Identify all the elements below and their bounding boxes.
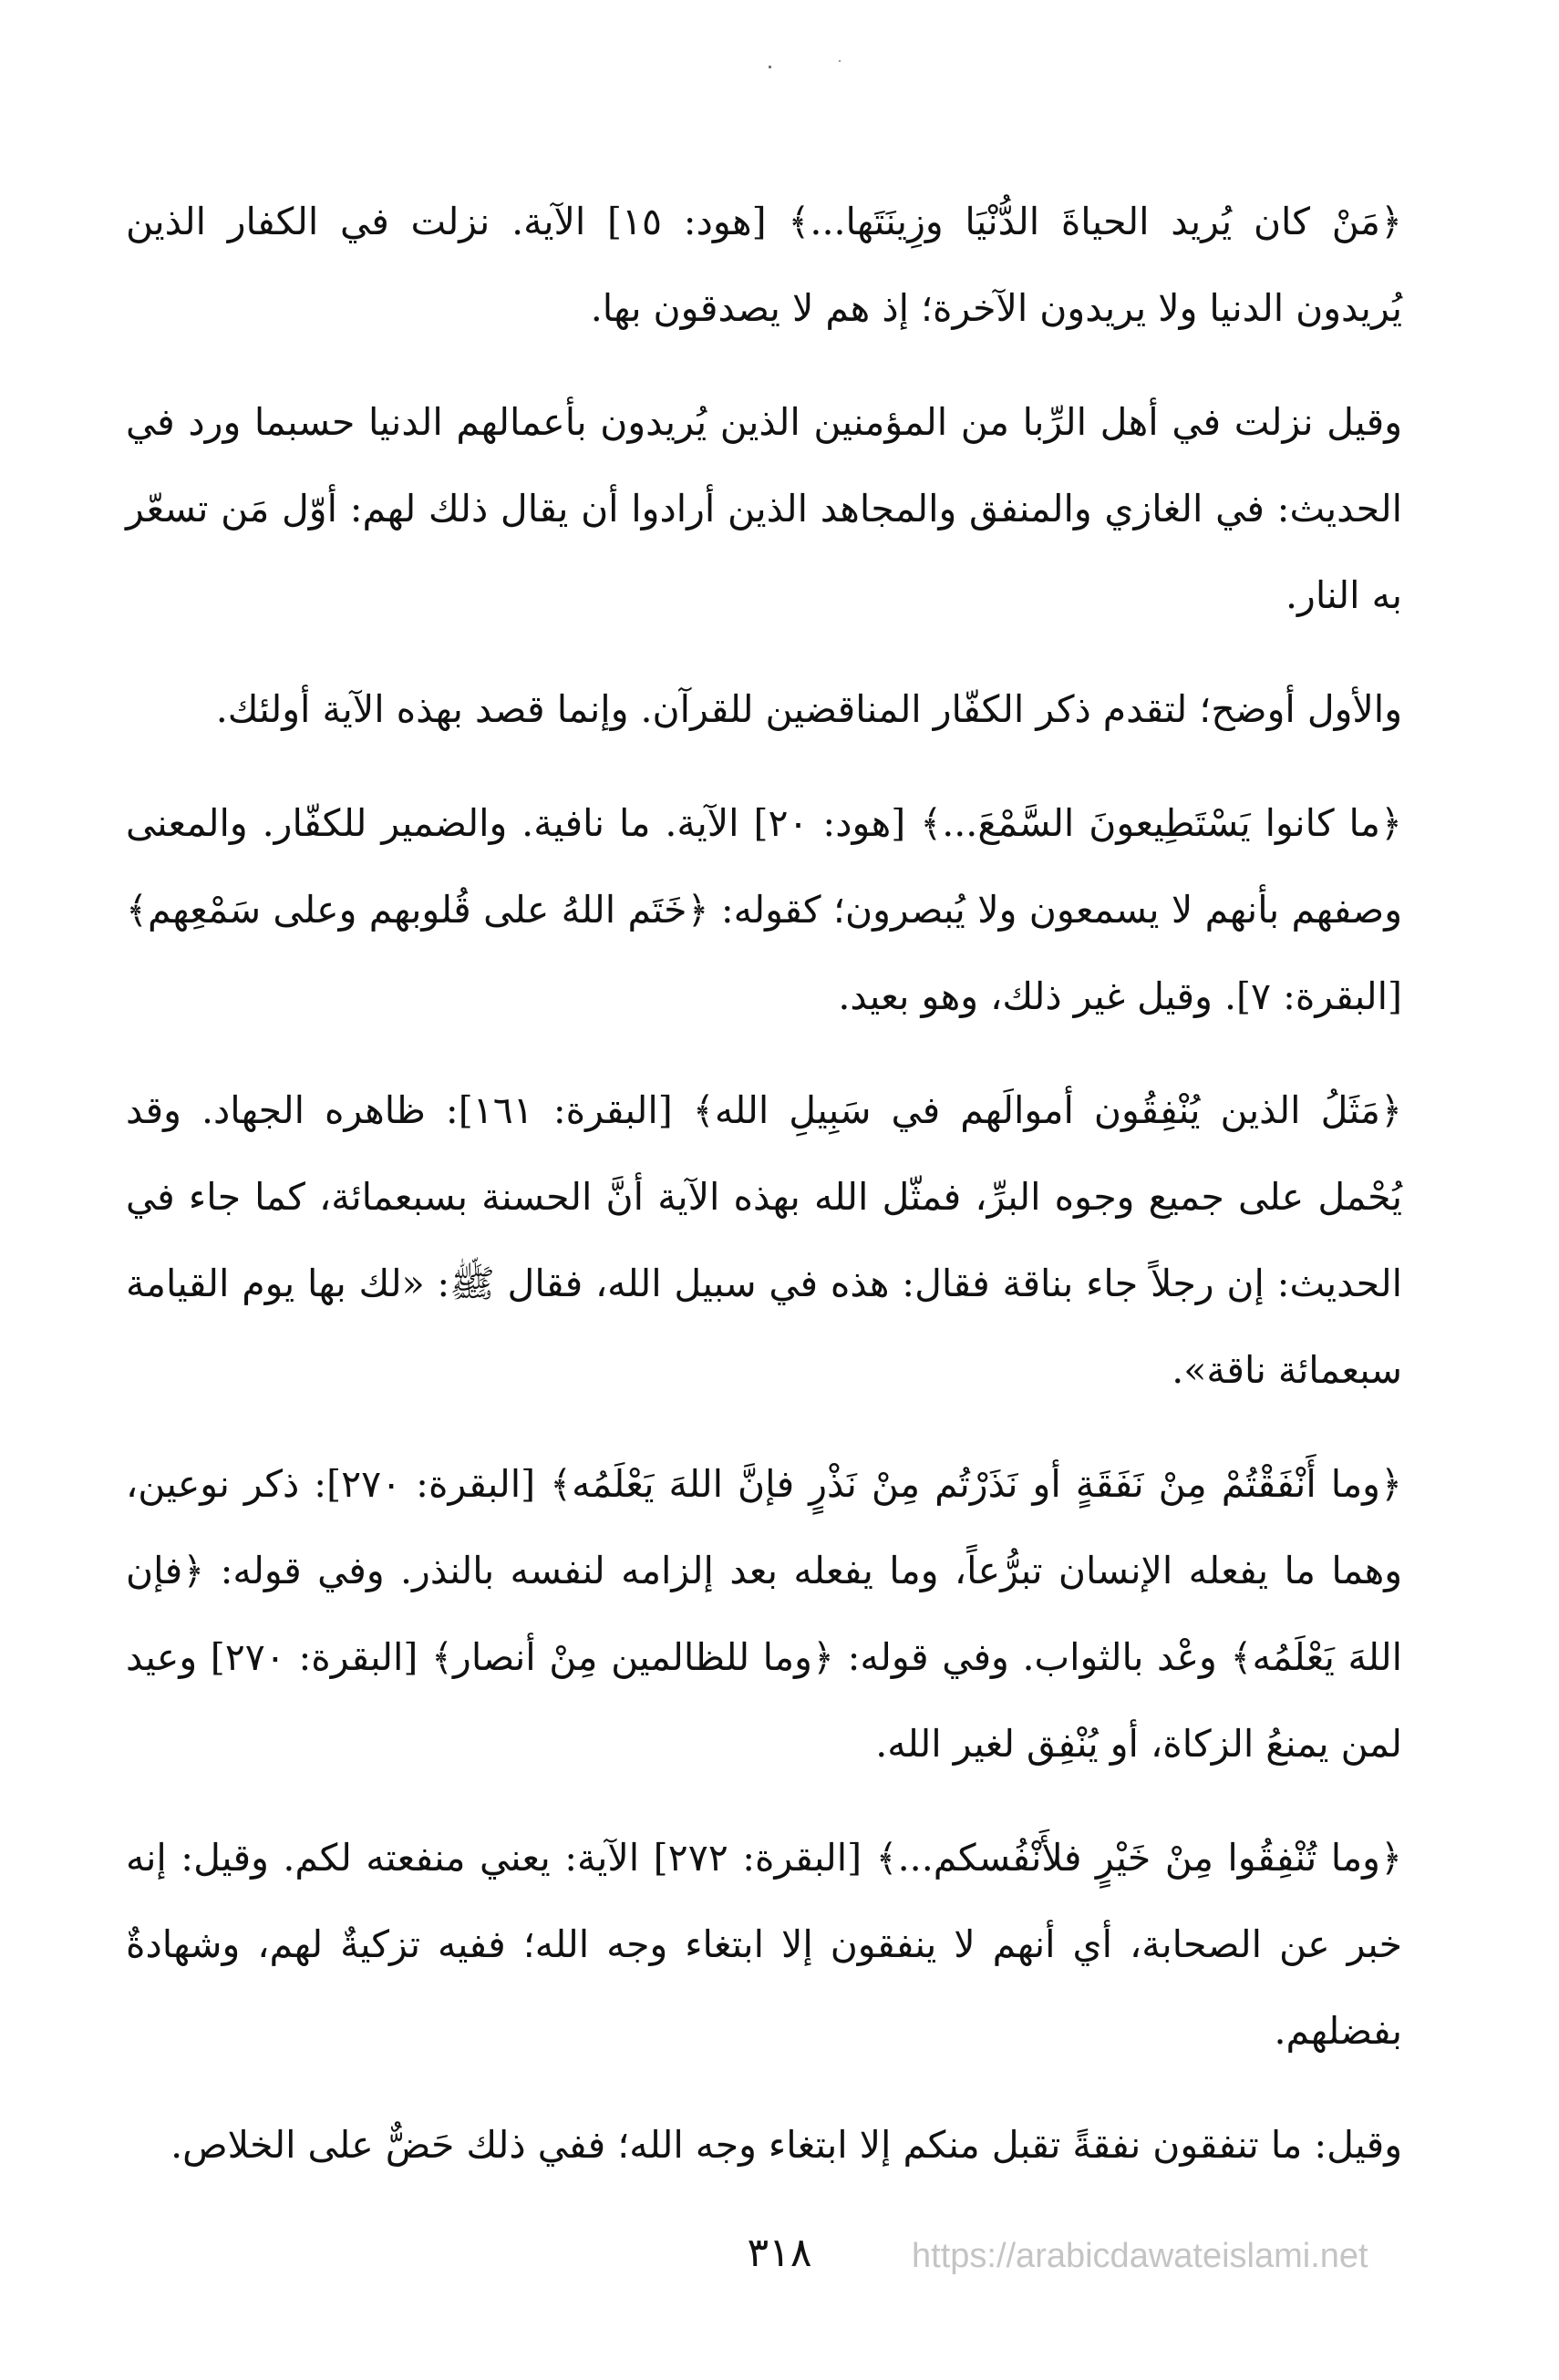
paragraph-baqarah-272: ﴿وما تُنْفِقُوا مِنْ خَيْرٍ فلأَنْفُسكم...﴾ [البقرة: ٢٧٢] الآية: يعني منفعته لكم. وقيل: إنه خبر عن الصحابة، أي أنهم لا ينفقون إلا ابتغاء وجه الله؛ ففيه تزكيةٌ لهم، وشهادةٌ بفضلهم.	[126, 1836, 1402, 2053]
paragraph-hud-20: ﴿ما كانوا يَسْتَطِيعونَ السَّمْعَ...﴾ [هود: ٢٠] الآية. ما نافية. والضمير للكفّار. والمعنى وصفهم بأنهم لا يسمعون ولا يُبصرون؛ كقوله: ﴿خَتَم اللهُ على قُلوبهم وعلى سَمْعِهم﴾ [البقرة: ٧]. وقيل غير ذلك، وهو بعيد.	[126, 801, 1402, 1018]
paragraph-khalas: وقيل: ما تنفقون نفقةً تقبل منكم إلا ابتغاء وجه الله؛ ففي ذلك حَضٌّ على الخلاص.	[170, 2123, 1402, 2167]
paragraph-riba: وقيل نزلت في أهل الرِّبا من المؤمنين الذين يُريدون بأعمالهم الدنيا حسبما ورد في الحديث: في الغازي والمنفق والمجاهد الذين أرادوا أن يقال ذلك لهم: أوّل مَن تسعّر به النار.	[126, 400, 1402, 617]
paragraph-baqarah-161: ﴿مَثَلُ الذين يُنْفِقُون أموالَهم في سَبِيلِ الله﴾ [البقرة: ١٦١]: ظاهره الجهاد. وقد يُحْمل على جميع وجوه البرِّ، فمثّل الله بهذه الآية أنَّ الحسنة بسبعمائة، كما جاء في الحديث: إن رجلاً جاء بناقة فقال: هذه في سبيل الله، فقال ﷺ: «لك بها يوم القيامة سبعمائة ناقة».	[126, 1088, 1402, 1392]
paragraph-first-clearer: والأول أوضح؛ لتقدم ذكر الكفّار المناقضين للقرآن. وإنما قصد بهذه الآية أولئك.	[215, 687, 1402, 731]
paragraph-hud-15: ﴿مَنْ كان يُريد الحياةَ الدُّنْيَا وزِينَتَها...﴾ [هود: ١٥] الآية. نزلت في الكفار الذين يُريدون الدنيا ولا يريدون الآخرة؛ إذ هم لا يصدقون بها.	[126, 200, 1402, 330]
body-text	[126, 179, 1402, 2216]
watermark-url: https://arabicdawateislami.net	[912, 2237, 1368, 2275]
speck-mark	[839, 60, 841, 62]
paragraph-baqarah-270: ﴿وما أَنْفَقْتُمْ مِنْ نَفَقَةٍ أو نَذَرْتُم مِنْ نَذْرٍ فإنَّ اللهَ يَعْلَمُه﴾ [البقرة: ٢٧٠]: ذكر نوعين، وهما ما يفعله الإنسان تبرُّعاً، وما يفعله بعد إلزامه لنفسه بالنذر. وفي قوله: ﴿فإن اللهَ يَعْلَمُه﴾ وعْد بالثواب. وفي قوله: ﴿وما للظالمين مِنْ أنصار﴾ [البقرة: ٢٧٠] وعيد لمن يمنعُ الزكاة، أو يُنْفِق لغير الله.	[126, 1462, 1402, 1766]
speck-mark	[769, 66, 771, 68]
page-number: ٣١٨	[747, 2230, 812, 2276]
